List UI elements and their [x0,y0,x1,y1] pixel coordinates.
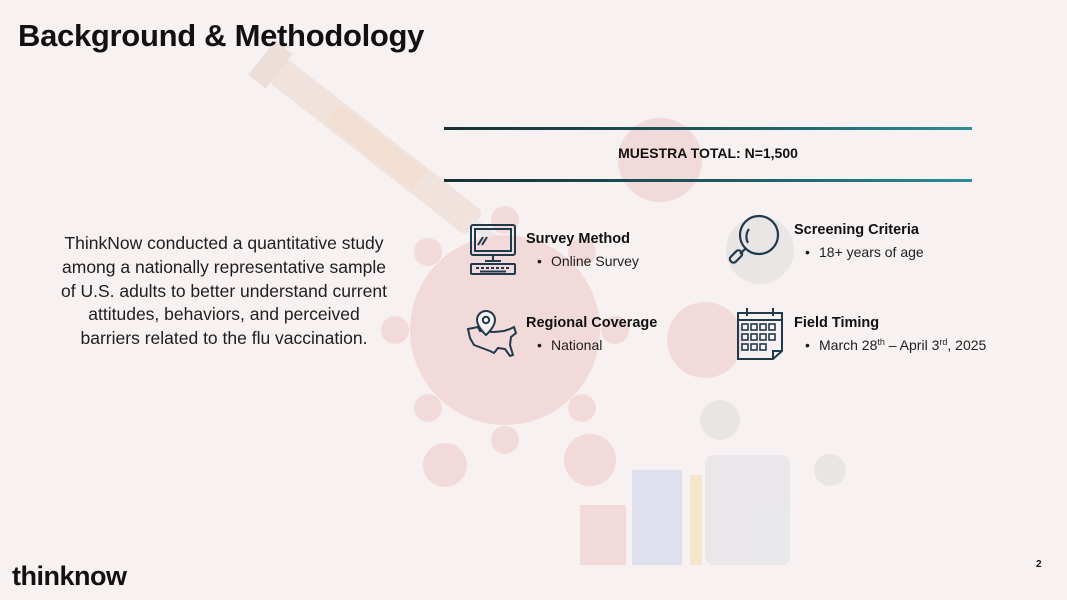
regional-coverage-bullet: • National [551,337,657,353]
survey-method-block [526,231,639,269]
screening-criteria-bullet: • 18+ years of age [819,244,924,260]
intro-paragraph: ThinkNow conducted a quantitative study among a nationally representative sample of U.S. adults to better understand current attitudes, behaviors, and perceived barriers related to the flu vaccination. [61,233,387,349]
top-divider [444,127,972,130]
regional-coverage-heading: Regional Coverage [526,315,658,331]
field-timing-date-mid: – April 3 [884,337,940,353]
page-title: Background & Methodology [18,18,425,53]
field-timing-date-end: , 2025 [947,337,987,353]
bottom-divider [444,179,972,182]
us-map-pin-icon [464,307,520,363]
page-number: 2 [1036,559,1042,570]
field-timing-sup-th: th [877,337,885,347]
survey-method-heading: Survey Method [526,231,630,247]
regional-coverage-block [526,315,657,353]
thinknow-logo: thinknow [12,561,127,591]
magnifier-icon [728,213,782,269]
field-timing-block [794,315,986,353]
field-timing-heading: Field Timing [794,315,880,331]
screening-criteria-block [794,222,924,260]
computer-monitor-icon [468,223,518,277]
screening-criteria-heading: Screening Criteria [794,222,919,238]
field-timing-date-start: March 28 [819,337,878,353]
field-timing-sup-rd: rd [939,337,948,347]
sample-total-label: MUESTRA TOTAL: N=1,500 [618,145,798,161]
survey-method-bullet: • Online Survey [551,253,639,269]
calendar-icon [735,305,785,361]
field-timing-bullet [819,337,986,353]
